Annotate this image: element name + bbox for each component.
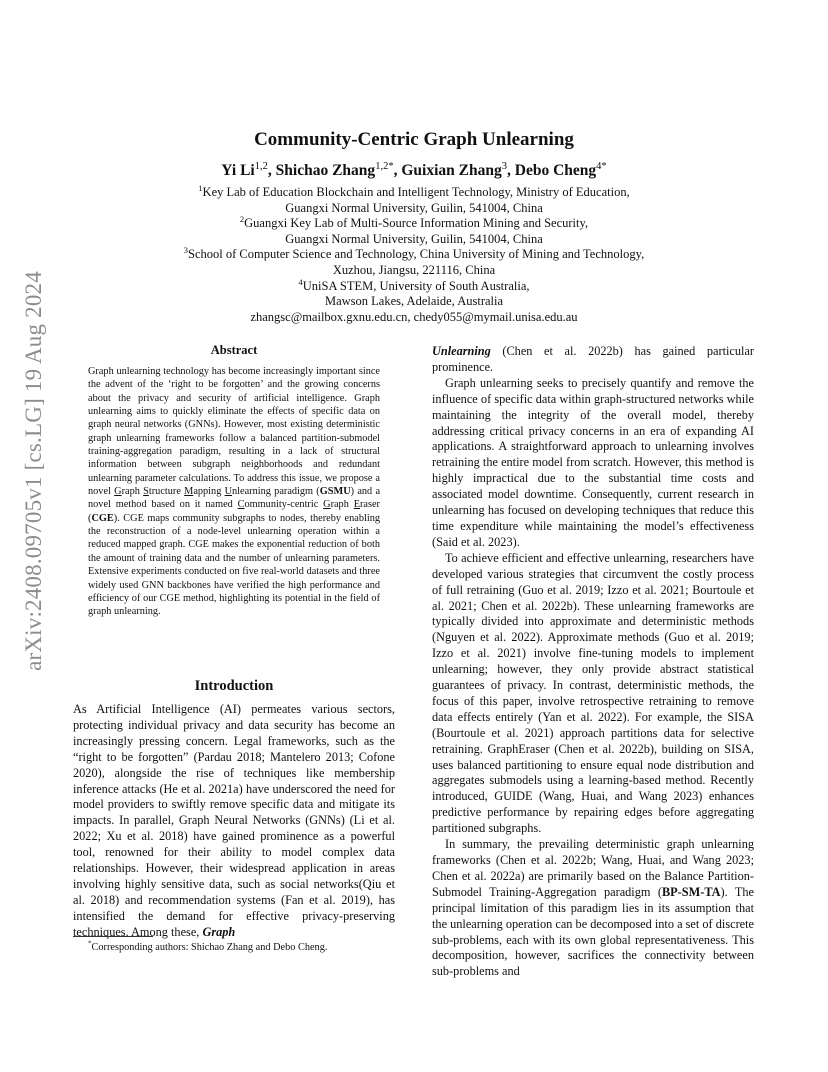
paragraph: To achieve efficient and effective unlearning, researchers have developed various strategies that circumvent the costly process of full retraining (Guo et al. 2019; Izzo et al. 2021; Bourtoule et al. 2021; Chen et al. 2022b). These unlearning frameworks are typically divided into approximate and deterministic methods (Nguyen et al. 2022). Approximate methods (Guo et al. 2019; Izzo et al. 2021) involve fine-tuning models to implement unlearning; however, they only provide abstract statistical guarantees of privacy. In contrast, deterministic methods, the focus of this paper, involve retrospective retraining to remove data effects entirely (Yan et al. 2022). For example, the SISA (Bourtoule et al. 2021) approach partitions data for selective retraining. GraphEraser (Chen et al. 2022b), building on SISA, uses balanced partitioning to ensure equal node distribution and aggregates submodels using a learning-based method. Recently introduced, GUIDE (Wang, Huai, and Wang 2023) enhances predictive performance by repairing edges before aggregating partitioned subgraphs. (432, 550, 754, 836)
paragraph (432, 344, 754, 376)
abstract-heading: Abstract (210, 343, 258, 357)
footnote-mark: * (88, 939, 92, 948)
affiliation-text: Guangxi Key Lab of Multi-Source Information Mining and Security, (244, 216, 589, 231)
acronym-letter: U (224, 486, 233, 498)
author-name: Yi Li (221, 162, 255, 179)
arxiv-identifier: arXiv:2408.09705v1 [cs.LG] 19 Aug 2024 (21, 271, 46, 671)
affiliation-text: School of Computer Science and Technology, China University of Mining and Technology, (188, 247, 645, 262)
author-affiliation-mark: 3 (501, 160, 508, 172)
abstract-text: raph (121, 486, 144, 498)
abstract-text: ) and a novel method based on it named (88, 486, 381, 511)
affiliation-line (0, 294, 828, 310)
paragraph-text: ). The principal limitation of this paradigm lies in its assumption that the unlearning operation can be decomposed into a set of discrete sub-problems, each with its own global representativeness. This decomposition, however, sacrifices the connectivity between sub-problems and (432, 884, 754, 979)
affiliation-mark: 3 (183, 245, 189, 256)
abstract-text: paradigm ( (270, 486, 320, 498)
author-affiliation-mark: 4* (596, 160, 607, 172)
affiliation-line (0, 201, 828, 217)
abstract-text: ommunity-centric (244, 499, 324, 511)
affiliations (0, 182, 828, 325)
affiliation-mark: 4 (298, 276, 303, 287)
abstract-text: ). CGE maps community subgraphs to nodes, thereby enabling the reconstruction of a node-level unlearning operation within a reduced mapped graph. CGE makes the exponential reduction of both the amount of training data and the number of unlearning parameters. Extensive experiments conducted on five real-world datasets and three widely used GNN backbones have verified the high performance and efficiency of our CGE method, highlighting its potential in the field of graph unlearning. (88, 512, 380, 618)
paragraph (73, 702, 395, 941)
paper-title: Community-Centric Graph Unlearning (254, 129, 574, 150)
paragraph-text: As Artificial Intelligence (AI) permeates various sectors, protecting individual privacy and data security has become an increasingly pressing concern. Legal frameworks, such as the “right to be forgotten” (Pardau 2018; Mantelero 2013; Cofone 2020), alongside the rise of techniques like membership inference attacks (He et al. 2021a) have underscored the need for model providers to swiftly remove specific data and mitigate its impacts. In parallel, Graph Neural Networks (GNNs) (Li et al. 2022; Xu et al. 2018) have gained prominence as a powerful tool, renowned for their ability to model complex data relationships. However, their widespread application in areas involving highly sensitive data, such as social networks(Qiu et al. 2018) and recommendation systems (Fan et al. 2019), has intensified the demand for effective privacy-preserving techniques. Among these, (73, 702, 395, 939)
acronym-gsmu: GSMU (319, 486, 351, 498)
affiliation-text: Mawson Lakes, Adelaide, Australia (324, 294, 504, 309)
email-text: zhangsc@mailbox.gxnu.edu.cn, chedy055@mymail.unisa.edu.au (250, 309, 578, 324)
affiliation-line (0, 182, 828, 201)
abstract-text: Graph unlearning technology has become increasingly important since the advent of the ‘right to be forgotten’ and the growing concerns about the privacy and security of artificial intelligence. Graph unlearning aims to quickly eliminate the effects of specific data on graph neural networks (GNNs). However, most existing deterministic graph unlearning frameworks follow a balanced partition-submodel training-aggregation paradigm, resulting in a lack of structural information between subgraph neighborhoods and redundant unlearning parameter calculations. To address this issue, we propose a novel (88, 366, 380, 498)
introduction-body (73, 702, 395, 941)
introduction-heading: Introduction (194, 678, 274, 694)
acronym-cge: CGE (91, 512, 114, 524)
acronym-letter: S (143, 486, 149, 498)
affiliation-text: Guangxi Normal University, Guilin, 541004, China (285, 200, 543, 215)
author-affiliation-mark: 1,2 (254, 160, 268, 172)
acronym-letter: G (114, 486, 122, 498)
footnote-rule (73, 936, 153, 937)
acronym-letter: G (323, 499, 331, 511)
author-emails (0, 310, 828, 326)
acronym-letter: M (184, 486, 194, 498)
author-separator: , (507, 162, 515, 179)
affiliation-mark: 2 (239, 214, 245, 225)
emphasis-text: Unlearning (432, 344, 491, 358)
affiliation-line (0, 247, 828, 263)
acronym-letter: C (237, 499, 245, 511)
right-column (432, 344, 754, 980)
emphasis-text: Graph (202, 924, 236, 939)
paragraph-text: In summary, the prevailing deterministic graph unlearning frameworks (Chen et al. 2022b; Wang, Huai, and Wang 2023; Chen et al. 2022a) are primarily based on the Balance Partition-Submodel Training-Aggregation paradigm ( (432, 837, 754, 899)
author-name: Guixian Zhang (401, 162, 502, 179)
abstract-body (88, 365, 380, 619)
paragraph (432, 837, 754, 980)
author-name: Shichao Zhang (275, 162, 376, 179)
paragraph: Graph unlearning seeks to precisely quantify and remove the influence of specific data within graph-structured networks while maintaining the integrity of the overall model, thereby addressing critical privacy concerns in an era of expanding AI applications. A straightforward approach to unlearning involves retraining the entire model from scratch. However, this method is highly impractical due to the substantial time costs and associated model downtime. Consequently, current research in unlearning has focused on developing techniques that reduce this time expenditure while maintaining the model’s effectiveness (Said et al. 2023). (432, 375, 754, 549)
author-separator: , (267, 162, 276, 179)
abstract-text: raser ( (88, 499, 380, 524)
acronym-letter: E (353, 499, 360, 511)
affiliation-text: Guangxi Normal University, Guilin, 541004, China (285, 231, 543, 246)
abstract-text: nlearning (232, 486, 271, 498)
footnote (88, 939, 398, 953)
author-name: Debo Cheng (514, 162, 597, 179)
bold-text: BP-SM-TA (661, 884, 721, 899)
affiliation-line (0, 276, 828, 295)
affiliation-text: Xuzhou, Jiangsu, 221116, China (332, 262, 496, 277)
paragraph-text: (Chen et al. 2022b) has gained particular prominence. (432, 344, 754, 374)
affiliation-line (0, 232, 828, 248)
abstract-text: raph (330, 499, 354, 511)
author-affiliation-mark: 1,2* (375, 160, 394, 172)
affiliation-text: UniSA STEM, University of South Australia, (302, 278, 530, 293)
author-separator: , (393, 162, 402, 179)
abstract-text: apping (193, 486, 225, 498)
abstract-text: tructure (148, 486, 185, 498)
footnote-text: Corresponding authors: Shichao Zhang and Debo Cheng. (91, 942, 328, 953)
affiliation-line (0, 263, 828, 279)
affiliation-line (0, 216, 828, 232)
affiliation-mark: 1 (198, 182, 203, 193)
author-list (0, 162, 828, 180)
affiliation-text: Key Lab of Education Blockchain and Intelligent Technology, Ministry of Education, (202, 185, 630, 199)
